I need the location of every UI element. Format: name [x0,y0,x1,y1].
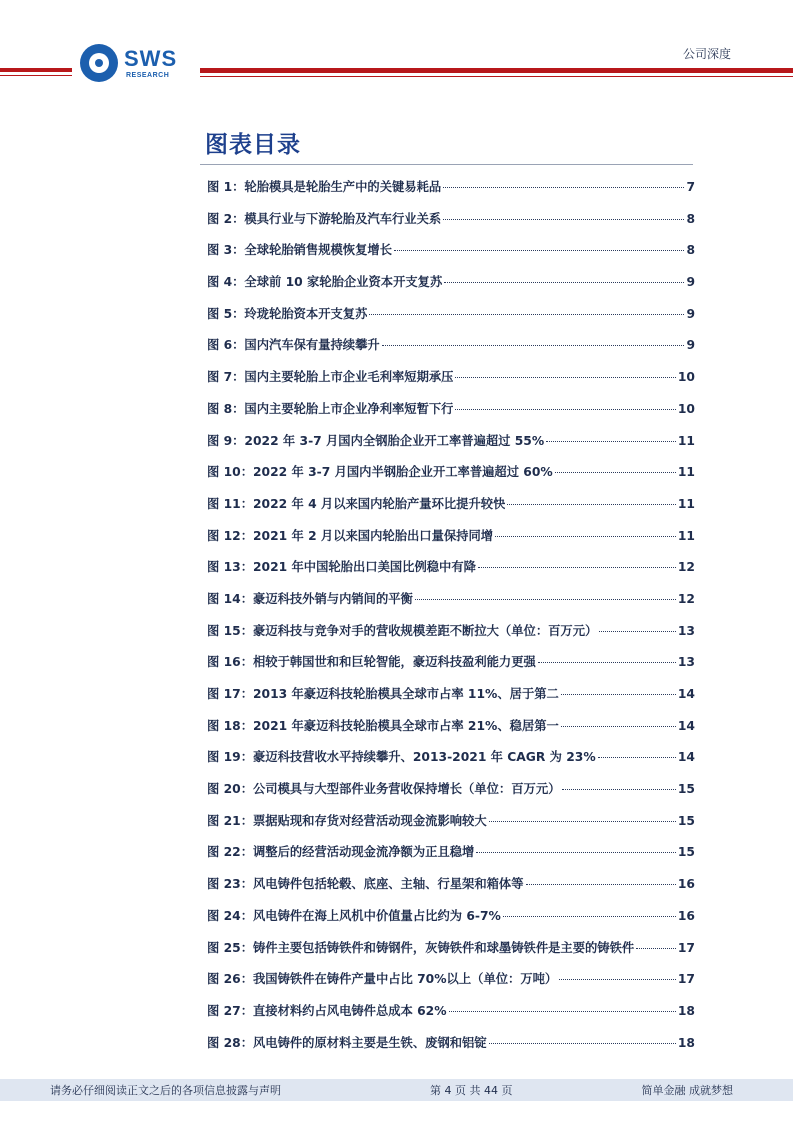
toc-entry-page: 14 [677,718,695,733]
toc-entry-page: 15 [677,845,695,860]
toc-entry-label: 图 19：豪迈科技营收水平持续攀升、2013-2021 年 CAGR 为 23% [207,750,596,765]
toc-entry[interactable] [207,462,695,494]
toc-entry[interactable] [207,399,695,431]
toc-entry-page: 15 [677,813,695,828]
toc-leader-dots [415,599,676,600]
toc-entry[interactable] [207,494,695,526]
toc-entry-label: 图 8：国内主要轮胎上市企业净利率短暂下行 [207,401,454,416]
toc-entry-label: 图 2：模具行业与下游轮胎及汽车行业关系 [207,211,442,226]
footer-disclaimer: 请务必仔细阅读正文之后的各项信息披露与声明 [50,1084,281,1097]
toc-entry[interactable] [207,1001,695,1033]
toc-entry[interactable] [207,431,695,463]
toc-leader-dots [555,472,676,473]
toc-entry-label: 图 16：相较于韩国世和和巨轮智能，豪迈科技盈利能力更强 [207,655,536,670]
toc-leader-dots [455,409,675,410]
toc-entry-label: 图 18：2021 年豪迈科技轮胎模具全球市占率 21%、稳居第一 [207,718,559,733]
toc-leader-dots [495,536,676,537]
toc-leader-dots [526,884,676,885]
toc-entry[interactable] [207,938,695,970]
toc-entry-label: 图 13：2021 年中国轮胎出口美国比例稳中有降 [207,560,476,575]
toc-entry-label: 图 5：玲珑轮胎资本开支复苏 [207,306,368,321]
header-rule-left [0,68,72,72]
toc-entry[interactable] [207,811,695,843]
toc-entry-page: 15 [677,782,695,797]
toc-entry[interactable] [207,906,695,938]
toc-entry-page: 16 [677,908,695,923]
toc-entry-page: 14 [677,687,695,701]
toc-leader-dots [546,441,676,442]
toc-entry-page: 10 [677,401,695,416]
toc-entry-page: 16 [677,877,695,892]
toc-entry[interactable] [207,304,695,336]
toc-entry-page: 13 [677,623,695,638]
toc-leader-dots [489,821,676,822]
toc-entry[interactable] [207,272,695,304]
toc-entry-page: 12 [677,560,695,575]
toc-entry-page: 8 [686,243,695,258]
toc-entry-label: 图 26：我国铸铁件在铸件产量中占比 70%以上（单位：万吨） [207,972,558,987]
toc-entry-page: 18 [677,1035,695,1050]
toc-entry-label: 图 20：公司模具与大型部件业务营收保持增长（单位：百万元） [207,782,561,797]
toc-entry[interactable] [207,969,695,1001]
toc-leader-dots [489,1043,676,1044]
toc-leader-dots [443,187,684,188]
toc-entry[interactable] [207,716,695,748]
toc-entry-page: 18 [677,1003,695,1018]
toc-entry-label: 图 21：票据贴现和存货对经营活动现金流影响较大 [207,813,487,828]
toc-entry[interactable] [207,747,695,779]
toc-entry-label: 图 15：豪迈科技与竞争对手的营收规模差距不断拉大（单位：百万元） [207,623,598,638]
toc-entry[interactable] [207,842,695,874]
toc-entry-page: 7 [686,180,695,194]
toc-leader-dots [507,504,676,505]
toc-entry-label: 图 6：国内汽车保有量持续攀升 [207,338,380,353]
toc-entry-page: 9 [686,338,695,353]
toc-entry-page: 11 [677,496,695,511]
toc-entry-label: 图 4：全球前 10 家轮胎企业资本开支复苏 [207,275,443,290]
toc-entry[interactable] [207,367,695,399]
header-rule-right [200,68,793,73]
toc-leader-dots [455,377,675,378]
toc-title-divider [200,164,693,165]
toc-entry-page: 13 [677,655,695,670]
toc-leader-dots [443,219,684,220]
toc-leader-dots [449,1011,676,1012]
sws-logo [80,44,188,84]
toc-entry-label: 图 25：铸件主要包括铸铁件和铸钢件，灰铸铁件和球墨铸铁件是主要的铸铁件 [207,940,635,955]
toc-entry-page: 17 [677,972,695,987]
toc-leader-dots [382,345,685,346]
toc-leader-dots [476,852,676,853]
toc-entry-page: 11 [677,433,695,448]
toc-entry-label: 图 10：2022 年 3-7 月国内半钢胎企业开工率普遍超过 60% [207,465,553,480]
toc-entry-label: 图 1：轮胎模具是轮胎生产中的关键易耗品 [207,180,442,194]
toc-entry[interactable] [207,526,695,558]
toc-leader-dots [599,631,676,632]
toc-leader-dots [478,567,676,568]
toc-entry[interactable] [207,557,695,589]
toc-leader-dots [394,250,684,251]
toc-entry[interactable] [207,874,695,906]
toc-entry-label: 图 22：调整后的经营活动现金流净额为正且稳增 [207,845,475,860]
logo-subtext: RESEARCH [126,72,170,79]
toc-entry[interactable] [207,335,695,367]
toc-entry-page: 10 [677,370,695,385]
toc-entry-page: 8 [686,211,695,226]
footer-slogan: 简单金融 成就梦想 [641,1084,733,1097]
toc-entry-label: 图 12：2021 年 2 月以来国内轮胎出口量保持同增 [207,528,494,543]
header-rule-right-thin [200,76,793,77]
toc-entry[interactable] [207,1033,695,1065]
toc-entry-label: 图 7：国内主要轮胎上市企业毛利率短期承压 [207,370,454,385]
toc-leader-dots [562,789,675,790]
toc-leader-dots [561,726,676,727]
toc-entry[interactable] [207,684,695,716]
toc-leader-dots [369,314,684,315]
toc-list [207,177,695,1064]
toc-leader-dots [636,948,676,949]
toc-leader-dots [503,916,676,917]
toc-entry-label: 图 11：2022 年 4 月以来国内轮胎产量环比提升较快 [207,496,506,511]
toc-entry-page: 17 [677,940,695,955]
toc-entry[interactable] [207,589,695,621]
toc-entry[interactable] [207,209,695,241]
report-type-label: 公司深度 [682,47,731,61]
toc-entry-label: 图 27：直接材料约占风电铸件总成本 62% [207,1003,447,1018]
toc-entry-label: 图 23：风电铸件包括轮毂、底座、主轴、行星架和箱体等 [207,877,524,892]
toc-entry[interactable] [207,240,695,272]
toc-entry-page: 12 [677,591,695,606]
toc-entry-page: 14 [677,750,695,765]
toc-entry[interactable] [207,621,695,653]
logo-text: SWS [124,46,178,71]
toc-leader-dots [444,282,684,283]
toc-entry-page: 9 [686,275,695,290]
toc-entry-page: 11 [677,465,695,480]
toc-entry-page: 9 [686,306,695,321]
footer-page-number: 第 4 页 共 44 页 [430,1084,513,1097]
toc-title: 图表目录 [205,132,301,158]
toc-entry-page: 11 [677,528,695,543]
toc-leader-dots [538,662,676,663]
toc-leader-dots [598,757,676,758]
toc-leader-dots [561,694,676,695]
toc-entry[interactable] [207,177,695,209]
toc-entry[interactable] [207,652,695,684]
sws-logo-icon [80,44,118,82]
toc-entry-label: 图 9：2022 年 3-7 月国内全钢胎企业开工率普遍超过 55% [207,433,545,448]
toc-entry-label: 图 28：风电铸件的原材料主要是生铁、废钢和铝锭 [207,1035,487,1050]
toc-entry[interactable] [207,779,695,811]
toc-entry-label: 图 3：全球轮胎销售规模恢复增长 [207,243,392,258]
header-rule-left-thin [0,75,72,76]
toc-entry-label: 图 24：风电铸件在海上风机中价值量占比约为 6-7% [207,908,501,923]
toc-entry-label: 图 14：豪迈科技外销与内销间的平衡 [207,591,413,606]
toc-entry-label: 图 17：2013 年豪迈科技轮胎模具全球市占率 11%、居于第二 [207,687,559,701]
toc-leader-dots [559,979,676,980]
